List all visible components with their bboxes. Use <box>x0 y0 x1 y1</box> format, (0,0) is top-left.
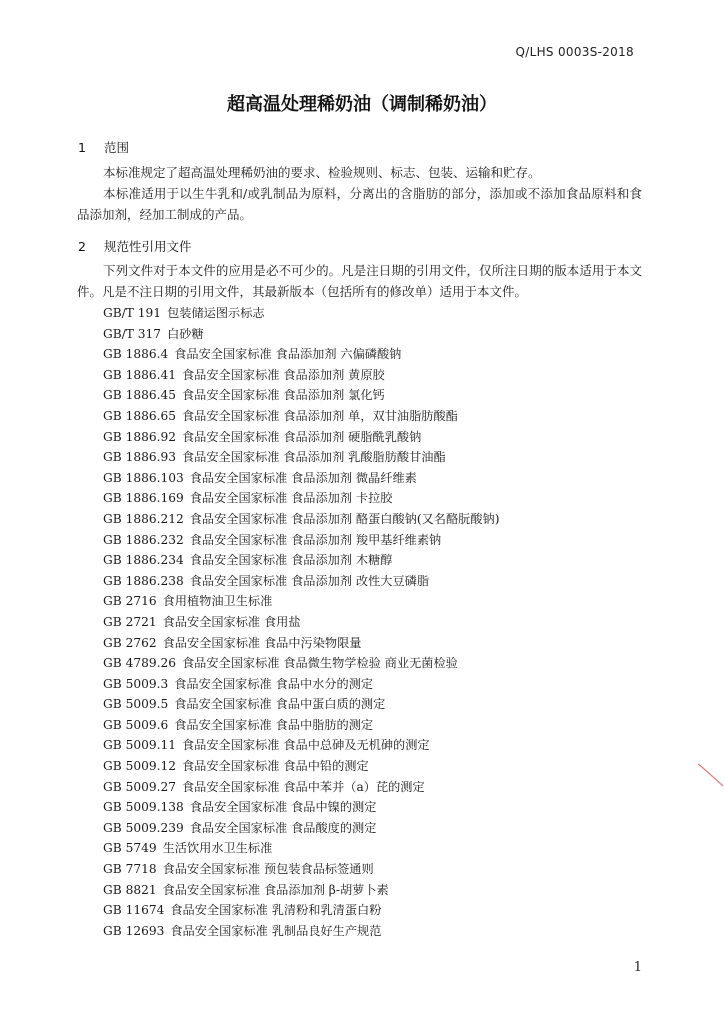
reference-title: 食品安全国家标准 食品中污染物限量 <box>162 635 362 650</box>
reference-code: GB 1886.212 <box>103 511 184 526</box>
reference-item <box>103 447 499 468</box>
reference-title: 食品安全国家标准 食品添加剂 黄原胶 <box>181 367 385 382</box>
reference-code: GB 2762 <box>103 635 157 650</box>
reference-code: GB 1886.65 <box>103 408 176 423</box>
reference-code: GB 1886.169 <box>103 491 184 506</box>
reference-item <box>103 859 499 880</box>
document-code: Q/LHS 0003S-2018 <box>515 45 634 59</box>
reference-item <box>103 818 499 839</box>
reference-item <box>103 530 499 551</box>
reference-code: GB 5009.27 <box>103 779 176 794</box>
reference-code: GB 5749 <box>103 841 157 856</box>
reference-list <box>103 303 499 941</box>
reference-title: 食品安全国家标准 食品添加剂 硬脂酰乳酸钠 <box>181 429 422 444</box>
reference-item <box>103 735 499 756</box>
reference-title: 食品安全国家标准 食品添加剂 单，双甘油脂肪酸酯 <box>181 408 458 423</box>
reference-code: GB 1886.45 <box>103 388 176 403</box>
reference-title: 食品安全国家标准 食品添加剂 改性大豆磷脂 <box>189 573 430 588</box>
reference-title: 食品安全国家标准 食品酸度的测定 <box>189 820 377 835</box>
reference-code: GB 2716 <box>103 594 157 609</box>
reference-item <box>103 571 499 592</box>
reference-title: 食品安全国家标准 食品中铅的测定 <box>181 759 369 774</box>
reference-title: 食品安全国家标准 食品中镍的测定 <box>189 800 377 815</box>
reference-item <box>103 385 499 406</box>
reference-item <box>103 324 499 345</box>
reference-item <box>103 344 499 365</box>
section-heading-references <box>78 237 192 255</box>
reference-item <box>103 427 499 448</box>
reference-item <box>103 468 499 489</box>
reference-title: 食用植物油卫生标准 <box>162 594 273 609</box>
reference-title: 食品安全国家标准 食品添加剂 六偏磷酸钠 <box>174 347 402 362</box>
reference-code: GB 1886.103 <box>103 470 184 485</box>
document-title: 超高温处理稀奶油（调制稀奶油） <box>227 94 497 115</box>
section-number: 1 <box>78 140 86 155</box>
reference-item <box>103 653 499 674</box>
reference-item <box>103 550 499 571</box>
reference-item <box>103 591 499 612</box>
reference-title: 食品安全国家标准 食品添加剂 微晶纤维素 <box>189 470 417 485</box>
reference-title: 食品安全国家标准 乳清粉和乳清蛋白粉 <box>170 903 382 918</box>
reference-title: 食品安全国家标准 食品添加剂 β-胡萝卜素 <box>162 882 389 897</box>
reference-title: 生活饮用水卫生标准 <box>162 841 273 856</box>
reference-code: GB 1886.41 <box>103 367 176 382</box>
section-title: 范围 <box>104 140 130 155</box>
reference-title: 食品安全国家标准 乳制品良好生产规范 <box>170 923 382 938</box>
reference-code: GB 11674 <box>103 903 165 918</box>
reference-code: GB 5009.6 <box>103 717 169 732</box>
reference-title: 食品安全国家标准 食品添加剂 氯化钙 <box>181 388 385 403</box>
reference-title: 食品安全国家标准 食品添加剂 酪蛋白酸钠(又名酪朊酸钠) <box>189 511 500 526</box>
reference-title: 食品安全国家标准 预包装食品标签通则 <box>162 862 374 877</box>
reference-code: GB/T 317 <box>103 326 162 341</box>
reference-code: GB/T 191 <box>103 306 162 320</box>
reference-item <box>103 509 499 530</box>
reference-code: GB 2721 <box>103 614 157 629</box>
reference-code: GB 5009.239 <box>103 820 184 835</box>
reference-item <box>103 921 499 942</box>
reference-title: 白砂糖 <box>167 326 204 341</box>
section-number: 2 <box>78 239 86 254</box>
scope-paragraph-1: 本标准规定了超高温处理稀奶油的要求、检验规则、标志、包装、运输和贮存。 <box>103 165 541 180</box>
reference-item <box>103 365 499 386</box>
reference-title: 食品安全国家标准 食品中苯并（a）芘的测定 <box>181 779 425 794</box>
reference-item <box>103 777 499 798</box>
reference-code: GB 5009.5 <box>103 697 169 712</box>
reference-item <box>103 880 499 901</box>
reference-title: 食品安全国家标准 食品添加剂 乳酸脂肪酸甘油酯 <box>181 450 446 465</box>
reference-title: 食品安全国家标准 食品中水分的测定 <box>174 676 374 691</box>
section-heading-scope <box>78 138 129 156</box>
reference-title: 食品安全国家标准 食品中总砷及无机砷的测定 <box>181 738 430 753</box>
reference-item <box>103 406 499 427</box>
reference-code: GB 1886.232 <box>103 532 184 547</box>
reference-title: 食品安全国家标准 食品添加剂 卡拉胶 <box>189 491 393 506</box>
reference-item <box>103 797 499 818</box>
reference-title: 包装储运图示标志 <box>167 306 265 320</box>
page-number: 1 <box>633 960 642 975</box>
reference-code: GB 5009.11 <box>103 738 176 753</box>
reference-code: GB 4789.26 <box>103 656 176 671</box>
reference-code: GB 1886.93 <box>103 450 176 465</box>
scan-mark <box>696 760 724 790</box>
reference-title: 食品安全国家标准 食品添加剂 羧甲基纤维素钠 <box>189 532 442 547</box>
reference-code: GB 7718 <box>103 862 157 877</box>
reference-item <box>103 674 499 695</box>
reference-item <box>103 612 499 633</box>
references-intro-paragraph: 下列文件对于本文件的应用是必不可少的。凡是注日期的引用文件，仅所注日期的版本适用于本文件。凡是不注日期的引用文件，其最新版本（包括所有的修改单）适用于本文件。 <box>77 263 642 299</box>
reference-item <box>103 715 499 736</box>
reference-code: GB 5009.3 <box>103 676 169 691</box>
reference-item <box>103 488 499 509</box>
reference-code: GB 1886.234 <box>103 553 184 568</box>
reference-title: 食品安全国家标准 食品中蛋白质的测定 <box>174 697 386 712</box>
section-title: 规范性引用文件 <box>104 239 192 254</box>
reference-item <box>103 694 499 715</box>
reference-code: GB 5009.138 <box>103 800 184 815</box>
reference-item <box>103 838 499 859</box>
reference-code: GB 8821 <box>103 882 157 897</box>
reference-item <box>103 303 499 324</box>
reference-item <box>103 900 499 921</box>
reference-code: GB 1886.92 <box>103 429 176 444</box>
reference-title: 食品安全国家标准 食用盐 <box>162 614 301 629</box>
reference-item <box>103 633 499 654</box>
reference-item <box>103 756 499 777</box>
reference-title: 食品安全国家标准 食品添加剂 木糖醇 <box>189 553 393 568</box>
reference-title: 食品安全国家标准 食品微生物学检验 商业无菌检验 <box>181 656 458 671</box>
reference-code: GB 1886.4 <box>103 347 169 362</box>
reference-code: GB 12693 <box>103 923 165 938</box>
reference-title: 食品安全国家标准 食品中脂肪的测定 <box>174 717 374 732</box>
reference-code: GB 1886.238 <box>103 573 184 588</box>
reference-code: GB 5009.12 <box>103 759 176 774</box>
scope-paragraph-2: 本标准适用于以生牛乳和/或乳制品为原料，分离出的含脂肪的部分，添加或不添加食品原料和食品添加剂，经加工制成的产品。 <box>77 186 642 222</box>
